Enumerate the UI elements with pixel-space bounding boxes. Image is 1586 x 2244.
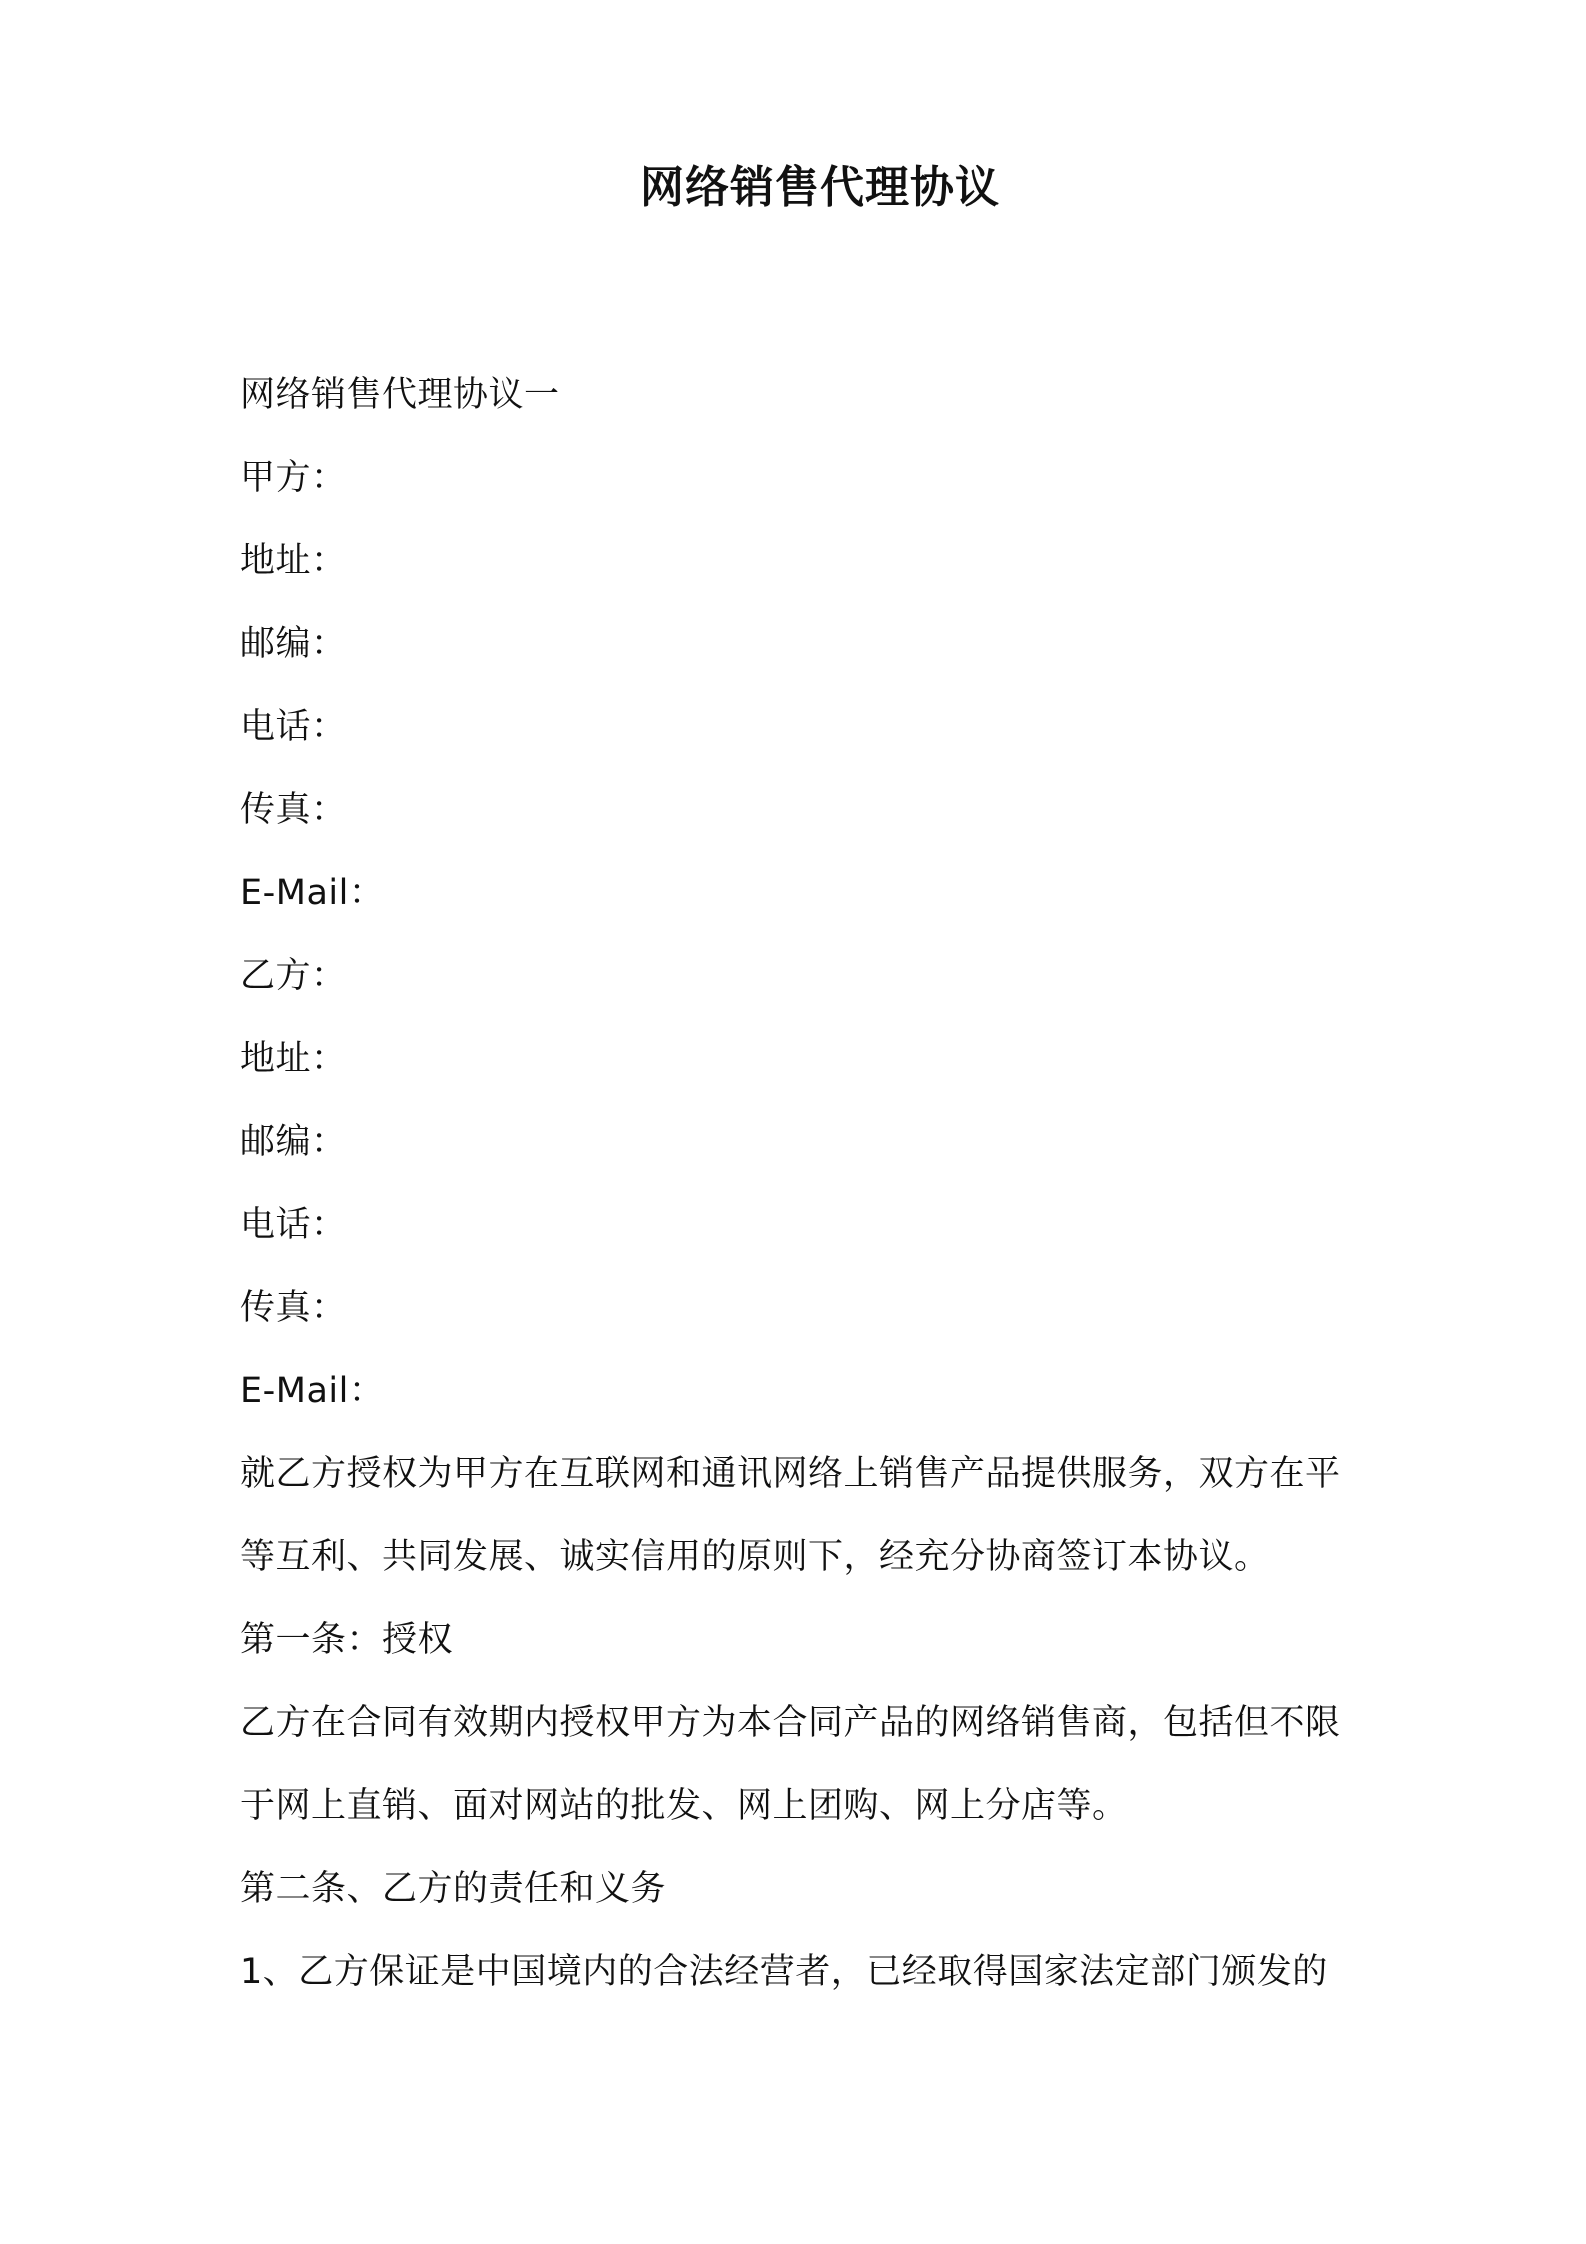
party-a-address: 地址： — [240, 541, 347, 581]
subtitle-line: 网络销售代理协议一 — [240, 375, 560, 415]
article-1-line-1: 乙方在合同有效期内授权甲方为本合同产品的网络销售商，包括但不限 — [240, 1703, 1341, 1743]
party-b-email: E-Mail： — [240, 1371, 385, 1411]
document-body — [240, 354, 1440, 2014]
article-1-line-2: 于网上直销、面对网站的批发、网上团购、网上分店等。 — [240, 1786, 1128, 1826]
party-b-fax: 传真： — [240, 1288, 347, 1328]
party-a-email: E-Mail： — [240, 873, 385, 913]
article-2-clause-1: 1、乙方保证是中国境内的合法经营者，已经取得国家法定部门颁发的 — [240, 1952, 1328, 1992]
party-a-phone: 电话： — [240, 707, 347, 747]
party-b-label: 乙方： — [240, 956, 347, 996]
article-1-heading: 第一条：授权 — [240, 1620, 454, 1660]
article-2-heading: 第二条、乙方的责任和义务 — [240, 1869, 667, 1909]
party-a-label: 甲方： — [240, 458, 347, 498]
party-a-postcode: 邮编： — [240, 624, 347, 664]
document-title: 网络销售代理协议 — [640, 162, 1000, 213]
party-b-phone: 电话： — [240, 1205, 347, 1245]
preamble-line-1: 就乙方授权为甲方在互联网和通讯网络上销售产品提供服务，双方在平 — [240, 1454, 1341, 1494]
preamble-line-2: 等互利、共同发展、诚实信用的原则下，经充分协商签订本协议。 — [240, 1537, 1270, 1577]
party-b-address: 地址： — [240, 1039, 347, 1079]
party-b-postcode: 邮编： — [240, 1122, 347, 1162]
party-a-fax: 传真： — [240, 790, 347, 830]
